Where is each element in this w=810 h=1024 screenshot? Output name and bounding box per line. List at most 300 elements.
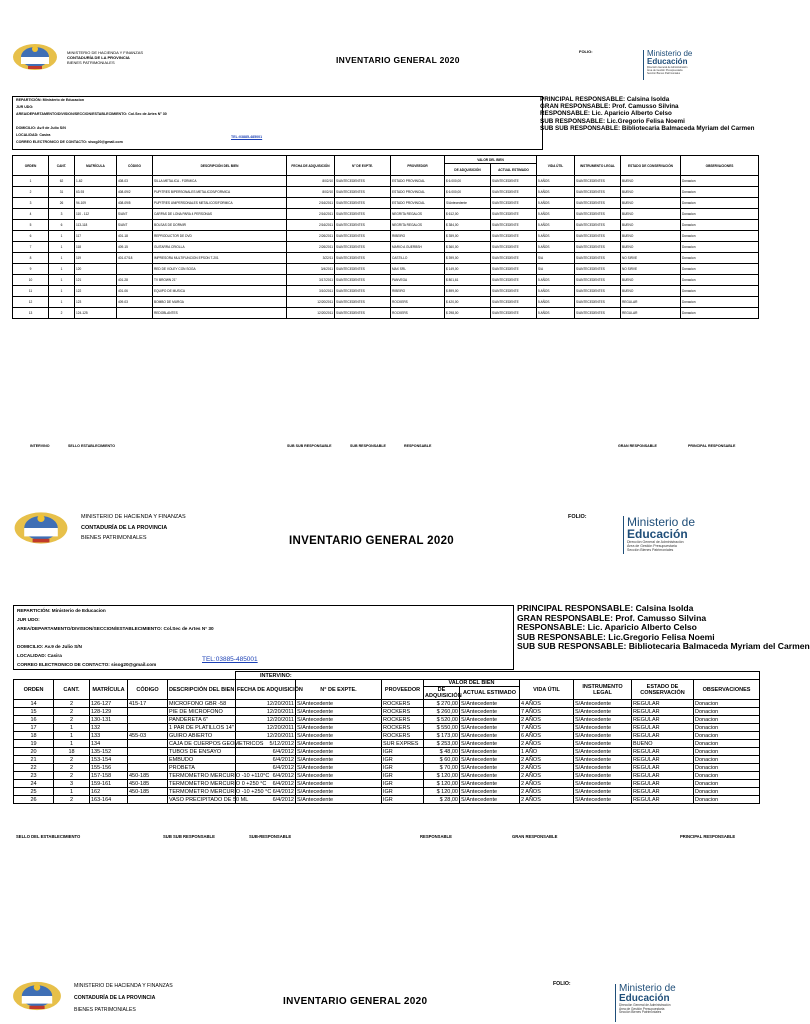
- table-cell: 5 AÑOS: [537, 275, 575, 286]
- table-cell: S/ANTECEDENTE: [491, 297, 537, 308]
- table-cell: 8: [13, 253, 49, 264]
- table-cell: $ 173,00: [424, 732, 460, 740]
- table-cell: 2/16/2011: [287, 209, 335, 220]
- table-row: [14, 780, 760, 788]
- table-cell: S/ANTECEDENTES: [335, 231, 391, 242]
- col-vida: VIDA ÚTIL: [520, 680, 574, 700]
- domicilio: DOMICILIO: Av.9 de Julio S/N: [16, 126, 66, 130]
- table-cell: 2: [54, 708, 90, 716]
- table-cell: 12/20/2011: [236, 732, 296, 740]
- table-cell: 2: [54, 700, 90, 708]
- table-cell: 126-127: [90, 700, 128, 708]
- table-cell: $ 384,00: [445, 220, 491, 231]
- table-cell: 450-185: [128, 788, 168, 796]
- table-row: [13, 275, 759, 286]
- table-row: [13, 286, 759, 297]
- table-cell: EQUIPO DE MUSICA: [153, 286, 287, 297]
- table-cell: 2/16/2011: [287, 198, 335, 209]
- table-cell: 18: [14, 732, 54, 740]
- telefono-link[interactable]: TEL:03885-485001: [202, 656, 258, 663]
- col-valor: VALOR DEL BIEN: [424, 680, 520, 687]
- table-cell: PANDERETA 6": [168, 716, 236, 724]
- table-cell: 23: [14, 772, 54, 780]
- table-cell: 19: [14, 740, 54, 748]
- table-cell: 3/17/2011: [287, 275, 335, 286]
- table-cell: 113-118: [75, 220, 117, 231]
- table-cell: NEGRITA REGALOS: [391, 220, 445, 231]
- table-cell: $ 6.000,00: [445, 187, 491, 198]
- table-cell: S/Antecedente: [296, 788, 382, 796]
- table-cell: 1: [13, 176, 49, 187]
- jur-udo: JUR UDO:: [16, 105, 34, 109]
- table-cell: S/ANT: [117, 220, 153, 231]
- table-cell: 2: [54, 764, 90, 772]
- table-row: [14, 740, 760, 748]
- table-cell: [128, 756, 168, 764]
- telefono-link[interactable]: TEL:03885-485001: [231, 135, 263, 139]
- logo-sub1: Dirección General de Administración: [619, 1003, 671, 1007]
- table-cell: 7 AÑOS: [520, 708, 574, 716]
- table-cell: 7: [13, 242, 49, 253]
- table-cell: 5 AÑOS: [537, 187, 575, 198]
- logo-line1: Ministerio de: [627, 515, 696, 529]
- table-cell: IGR: [382, 772, 424, 780]
- ministerio-logo: [615, 984, 676, 1022]
- table-cell: Donacion: [694, 724, 760, 732]
- area: AREA/DEPARTAMENTO/DIVISION/SECCION/ESTABLECIMIENTO: Col.Sec de Artes N° 30: [16, 112, 167, 116]
- table-row: [13, 253, 759, 264]
- province-crest-icon: [12, 978, 62, 1014]
- table-cell: S/Antecedente: [574, 716, 632, 724]
- table-cell: S/ANTECEDENTES: [575, 264, 621, 275]
- table-cell: 123: [75, 297, 117, 308]
- table-cell: S/Antecedente: [296, 716, 382, 724]
- table-cell: 5 AÑOS: [537, 198, 575, 209]
- table-cell: 4 AÑOS: [520, 700, 574, 708]
- table-cell: IGR: [382, 756, 424, 764]
- table-cell: 401-18: [117, 231, 153, 242]
- sig-sello: SELLO DEL ESTABLECIMIENTO: [16, 834, 81, 839]
- table-cell: S/ANTECEDENTES: [335, 275, 391, 286]
- table-cell: S/Antecedente: [460, 708, 520, 716]
- table-cell: S/Antecedente: [460, 780, 520, 788]
- table-cell: REGULAR: [632, 724, 694, 732]
- table-cell: 1: [49, 231, 75, 242]
- table-cell: BUENO: [621, 231, 681, 242]
- table-cell: S/ANTECEDENTE: [491, 231, 537, 242]
- table-cell: S/ANTECEDENTES: [335, 253, 391, 264]
- logo-sub2: Área de Gestión Presupuestaria: [647, 69, 683, 72]
- table-cell: S/ANTECEDENTE: [491, 308, 537, 319]
- table-cell: 5: [13, 220, 49, 231]
- table-cell: 10: [13, 275, 49, 286]
- table-cell: 117: [75, 231, 117, 242]
- table-cell: 1: [49, 264, 75, 275]
- table-cell: S/Antecedente: [574, 700, 632, 708]
- table-cell: TERMOMETRO MERCURIO -10 +110°C: [169, 772, 270, 779]
- table-cell: S/ANTECEDENTES: [575, 275, 621, 286]
- table-cell: S/ANTECEDENTES: [335, 187, 391, 198]
- col-codigo: CÓDIGO: [117, 156, 153, 176]
- logo-sub1: Dirección General de Administración: [627, 540, 684, 544]
- table-cell: NO SIRVE: [621, 264, 681, 275]
- table-row: [13, 198, 759, 209]
- table-cell: 94-109: [75, 198, 117, 209]
- table-cell: Donacion: [681, 264, 759, 275]
- table-cell: 401-07/18: [117, 253, 153, 264]
- col-codigo: CÓDIGO: [128, 680, 168, 700]
- page-title: INVENTARIO GENERAL 2020: [289, 535, 454, 547]
- table-cell: 6/4/2012: [236, 764, 296, 772]
- table-cell: 5 AÑOS: [537, 176, 575, 187]
- col-actual-estimado: ACTUAL ESTIMADO: [460, 687, 520, 700]
- table-cell: REGULAR: [621, 297, 681, 308]
- table-cell: S/Antecedente: [296, 740, 382, 748]
- table-cell: REGULAR: [632, 756, 694, 764]
- table-cell: 1: [54, 788, 90, 796]
- table-cell: 163-164: [90, 796, 128, 804]
- jur-udo: JUR UDO:: [17, 617, 40, 622]
- table-cell: ROCKERS: [382, 708, 424, 716]
- col-cant: CANT.: [54, 680, 90, 700]
- table-cell: REGULAR: [632, 772, 694, 780]
- table-cell: 6/4/2012: [236, 788, 296, 796]
- table-cell: 25: [14, 788, 54, 796]
- table-row: [14, 716, 760, 724]
- table-cell: GUIRO ABIERTO: [168, 732, 236, 740]
- area: AREA/DEPARTAMENTO/DIVISION/SECCION/ESTABLECIMIENTO: Col.Sec de Artes N° 30: [17, 626, 214, 631]
- table-row: [13, 176, 759, 187]
- table-cell: 2 AÑOS: [520, 788, 574, 796]
- sig-gran: GRAN RESPONSABLE: [618, 444, 657, 448]
- logo-sub3: Sección Bienes Patrimoniales: [647, 72, 681, 75]
- table-cell: S/Antecedente: [574, 780, 632, 788]
- col-expte: N° DE EXPTE.: [296, 680, 382, 700]
- table-cell: 2: [54, 796, 90, 804]
- table-cell: Donacion: [681, 198, 759, 209]
- logo-sub3: Sección Bienes Patrimoniales: [619, 1010, 662, 1015]
- table-cell: Donacion: [681, 176, 759, 187]
- col-vida: VIDA ÚTIL: [537, 156, 575, 176]
- table-cell: S/ANTECEDENTES: [575, 297, 621, 308]
- principal-responsable: PRINCIPAL RESPONSABLE: Calsina Isolda: [517, 603, 694, 613]
- col-expte: N° DE EXPTE.: [335, 156, 391, 176]
- folio-label: FOLIO:: [553, 981, 571, 987]
- table-cell: VASO PRECIPITADO DE 50 ML: [169, 796, 249, 803]
- table-row: [14, 788, 760, 796]
- table-cell: Donacion: [694, 796, 760, 804]
- table-cell: REPRODUCTOR DE DVD: [153, 231, 287, 242]
- col-matricula: MATRÍCULA: [75, 156, 117, 176]
- table-cell: 122: [75, 286, 117, 297]
- logo-sub1: Dirección General de Administración: [647, 66, 688, 69]
- table-cell: REGULAR: [632, 700, 694, 708]
- table-cell: REDOBLANTES: [153, 308, 287, 319]
- table-row: [14, 700, 760, 708]
- table-cell: S/Antecedente: [296, 764, 382, 772]
- responsable: RESPONSABLE: Lic. Aparicio Alberto Celso: [517, 622, 697, 633]
- sig-responsable: RESPONSABLE: [420, 834, 452, 839]
- table-cell: S/Antecedente: [296, 724, 382, 732]
- table-cell: Donacion: [681, 220, 759, 231]
- table-cell: S/Antecedente: [296, 796, 382, 804]
- table-cell: [128, 724, 168, 732]
- table-cell: [117, 308, 153, 319]
- table-cell: S/ANTECEDENTES: [575, 209, 621, 220]
- table-cell: $ 899,00: [445, 286, 491, 297]
- table-cell: 1: [49, 297, 75, 308]
- logo-line2: Educación: [619, 993, 670, 1004]
- intervino-header: INTERVINO:: [236, 672, 760, 680]
- table-cell: BUENO: [621, 176, 681, 187]
- table-cell: REGULAR: [632, 716, 694, 724]
- table-cell: PUPITRES UNIPERSONALES METALICOS/FORMICA: [153, 198, 287, 209]
- domicilio: DOMICILIO: Av.9 de Julio S/N: [17, 644, 82, 649]
- table-cell: S/ANTECEDENTES: [575, 242, 621, 253]
- table-cell: 2: [49, 308, 75, 319]
- col-observaciones: OBSERVACIONES: [681, 156, 759, 176]
- sub-responsable: SUB RESPONSABLE: Lic.Gregorio Felisa Noemi: [517, 631, 715, 642]
- folio-label: FOLIO:: [568, 514, 587, 520]
- table-cell: Donacion: [681, 231, 759, 242]
- responsables-2: [517, 603, 810, 652]
- table-cell: S/Antecedente: [296, 700, 382, 708]
- table-cell: $ 120,00: [424, 788, 460, 796]
- table-cell: CAJA DE CUERPOS GEOMETRICOS: [169, 740, 264, 747]
- table-cell: S/Antecedente: [460, 700, 520, 708]
- table-cell: 6/4/2012: [236, 748, 296, 756]
- table-cell: MAX SRL: [391, 264, 445, 275]
- table-cell: 3: [13, 198, 49, 209]
- table-cell: ESTADO PROVINCIAL: [391, 187, 445, 198]
- info-box: [12, 96, 543, 150]
- table-cell: 5 AÑOS: [537, 231, 575, 242]
- table-cell: ROCKERS: [382, 700, 424, 708]
- table-cell: $ 253,00: [424, 740, 460, 748]
- table-cell: RED DE VOLEY CON SOGA: [153, 264, 287, 275]
- table-row: [14, 764, 760, 772]
- table-cell: [128, 716, 168, 724]
- sig-intervino: INTERVINO: [30, 444, 50, 448]
- table-cell: ESTADO PROVINCIAL: [391, 176, 445, 187]
- table-row: [14, 772, 760, 780]
- col-actual-estimado: ACTUAL ESTIMADO: [491, 164, 537, 176]
- table-cell: 2: [54, 716, 90, 724]
- table-cell: REGULAR: [632, 764, 694, 772]
- bienes-name: BIENES PATRIMONIALES: [81, 535, 147, 541]
- table-cell: S/ANTECEDENTES: [335, 220, 391, 231]
- table-row: [13, 308, 759, 319]
- table-cell: S/Antecedente: [460, 796, 520, 804]
- table-row: [14, 732, 760, 740]
- col-de-adquisicion: DE ADQUISICIÓN: [445, 164, 491, 176]
- table-cell: $ 120,00: [424, 772, 460, 780]
- table-row: [13, 297, 759, 308]
- table-cell: 450-185: [128, 772, 168, 780]
- table-cell: 450-185: [128, 780, 168, 788]
- table-cell: 62: [49, 176, 75, 187]
- table-cell: 26: [14, 796, 54, 804]
- gran-responsable: GRAN RESPONSABLE: Prof. Camusso Silvina: [517, 612, 707, 623]
- sig-sub: SUB RESPONSABLE: [350, 444, 386, 448]
- table-cell: 2/26/2011: [287, 242, 335, 253]
- ministerio-logo: [623, 516, 695, 554]
- table-cell: IMPRESORA MULTIFUNCION EPSON T-201: [153, 253, 287, 264]
- table-cell: 155-156: [90, 764, 128, 772]
- table-cell: ROCKERS: [382, 716, 424, 724]
- logo-sub2: Área de Gestión Presupuestaria: [619, 1006, 665, 1011]
- table-cell: 5 AÑOS: [537, 286, 575, 297]
- table-cell: S/ANTECEDENTE: [491, 198, 537, 209]
- table-cell: REGULAR: [632, 748, 694, 756]
- table-cell: $ 360,00: [445, 242, 491, 253]
- table-cell: 1: [49, 242, 75, 253]
- table-cell: S/Antecedente: [574, 796, 632, 804]
- table-cell: Donacion: [681, 253, 759, 264]
- col-observaciones: OBSERVACIONES: [694, 680, 760, 700]
- table-cell: 12/20/2011: [236, 700, 296, 708]
- table-cell: 3/10/2011: [287, 286, 335, 297]
- col-proveedor: PROVEEDOR: [382, 680, 424, 700]
- table-cell: S/Antecedente: [460, 764, 520, 772]
- localidad: LOCALIDAD: Casira: [16, 133, 51, 137]
- table-cell: REGULAR: [621, 308, 681, 319]
- table-cell: 6/4/2012: [236, 796, 296, 804]
- sig-principal: PRINCIPAL RESPONSABLE: [680, 834, 736, 839]
- table-cell: Donacion: [694, 708, 760, 716]
- table-cell: Donacion: [694, 780, 760, 788]
- table-cell: 5 AÑOS: [537, 209, 575, 220]
- sig-sello: SELLO ESTABLECIMIENTO: [68, 444, 115, 448]
- col-proveedor: PROVEEDOR: [391, 156, 445, 176]
- responsables-1: [540, 96, 756, 130]
- table-cell: 2/26/2011: [287, 231, 335, 242]
- table-cell: 22: [14, 764, 54, 772]
- table-cell: S/Antecedente: [460, 772, 520, 780]
- folio-label: FOLIO:: [579, 49, 593, 54]
- table-cell: 3/4/2011: [287, 264, 335, 275]
- table-cell: 6 AÑOS: [520, 732, 574, 740]
- table-cell: S/ANTECEDENTES: [575, 253, 621, 264]
- table-cell: RIBEIRO: [391, 286, 445, 297]
- table-cell: 18: [54, 748, 90, 756]
- table-cell: $ 801,61: [445, 275, 491, 286]
- table-cell: 119: [75, 253, 117, 264]
- table-cell: S/A: [537, 253, 575, 264]
- table-cell: S/ANTECEDENTE: [491, 264, 537, 275]
- table-cell: 409-03: [117, 297, 153, 308]
- table-cell: 401-28: [117, 275, 153, 286]
- localidad: LOCALIDAD: Casira: [17, 653, 62, 658]
- col-descripcion: DESCRIPCIÓN DEL BIEN: [153, 156, 287, 176]
- table-cell: 6: [49, 220, 75, 231]
- col-orden: ORDEN: [14, 680, 54, 700]
- table-cell: S/ANTECEDENTES: [335, 176, 391, 187]
- table-cell: Donacion: [681, 308, 759, 319]
- table-cell: 1: [49, 275, 75, 286]
- table-cell: BUENO: [621, 198, 681, 209]
- table-cell: 5 AÑOS: [537, 308, 575, 319]
- table-cell: $ 48,00: [424, 748, 460, 756]
- sig-responsable: RESPONSABLE: [404, 444, 432, 448]
- table-cell: 2/16/2011: [287, 220, 335, 231]
- principal-responsable: PRINCIPAL RESPONSABLE: Calsina Isolda: [540, 96, 670, 103]
- province-crest-icon: [12, 42, 58, 72]
- table-cell: $ 6.000,00: [445, 176, 491, 187]
- table-cell: BUENO: [621, 242, 681, 253]
- table-row: [14, 708, 760, 716]
- table-cell: IGR: [382, 780, 424, 788]
- table-row: [14, 724, 760, 732]
- logo-sub3: Sección Bienes Patrimoniales: [627, 548, 674, 552]
- table-cell: 130-131: [90, 716, 128, 724]
- sig-sub-sub: SUB SUB RESPONSABLE: [163, 834, 215, 839]
- table-cell: 408-09/5: [117, 198, 153, 209]
- table-cell: 133: [90, 732, 128, 740]
- table-cell: S/Antecedente: [460, 724, 520, 732]
- table-cell: 162: [90, 788, 128, 796]
- table-cell: 14: [14, 700, 54, 708]
- table-cell: PANVEGA: [391, 275, 445, 286]
- table-cell: 6/4/2012: [236, 756, 296, 764]
- table-cell: ESTADO PROVINCIAL: [391, 198, 445, 209]
- table-cell: SUR EXPRES: [382, 740, 424, 748]
- table-cell: CARPAS DE LONA PARA 4 PERSONAS: [153, 209, 287, 220]
- table-cell: 8/02/10: [287, 176, 335, 187]
- inventory-table-2: [13, 671, 760, 804]
- table-cell: Donacion: [694, 716, 760, 724]
- table-cell: [117, 264, 153, 275]
- table-cell: 12/20/2011: [236, 724, 296, 732]
- contaduria-name: CONTADURÍA DE LA PROVINCIA: [74, 995, 156, 1001]
- table-cell: ROCKERS: [382, 724, 424, 732]
- table-cell: REGULAR: [632, 780, 694, 788]
- table-cell: 12/20/2011: [236, 708, 296, 716]
- table-cell: 157-158: [90, 772, 128, 780]
- table-cell: ROCKERS: [382, 732, 424, 740]
- table-cell: S/Antecedente: [296, 708, 382, 716]
- table-cell: Donacion: [681, 242, 759, 253]
- table-row: [13, 242, 759, 253]
- table-cell: IGR: [382, 788, 424, 796]
- contaduria-name: CONTADURÍA DE LA PROVINCIA: [81, 524, 168, 531]
- table-cell: 1: [49, 253, 75, 264]
- table-cell: S/ANTECEDENTES: [575, 198, 621, 209]
- sig-gran: GRAN RESPONSABLE: [512, 834, 558, 839]
- logo-line2: Educación: [627, 527, 688, 541]
- table-cell: S/ANTECEDENTE: [491, 187, 537, 198]
- table-cell: Donacion: [681, 187, 759, 198]
- table-cell: 1: [54, 724, 90, 732]
- table-cell: Donacion: [681, 275, 759, 286]
- table-cell: BUENO: [621, 220, 681, 231]
- table-cell: 12/20/2011: [236, 716, 296, 724]
- table-cell: BOLSAS DE DORMIR: [153, 220, 287, 231]
- table-cell: [128, 796, 168, 804]
- table-row: [14, 748, 760, 756]
- table-cell: S/ANTECEDENTES: [575, 220, 621, 231]
- sig-sub-sub: SUB SUB RESPONSABLE: [287, 444, 332, 448]
- table-row: [13, 231, 759, 242]
- ministry-name: MINISTERIO DE HACIENDA Y FINANZAS: [74, 983, 173, 989]
- table-cell: MICROFONO GBR -58: [168, 700, 236, 708]
- table-cell: 415-17: [128, 700, 168, 708]
- table-cell: S/Antecedente: [574, 732, 632, 740]
- table-cell: Donacion: [694, 756, 760, 764]
- table-row: [14, 796, 760, 804]
- table-row: [13, 187, 759, 198]
- table-cell: $ 399,00: [445, 253, 491, 264]
